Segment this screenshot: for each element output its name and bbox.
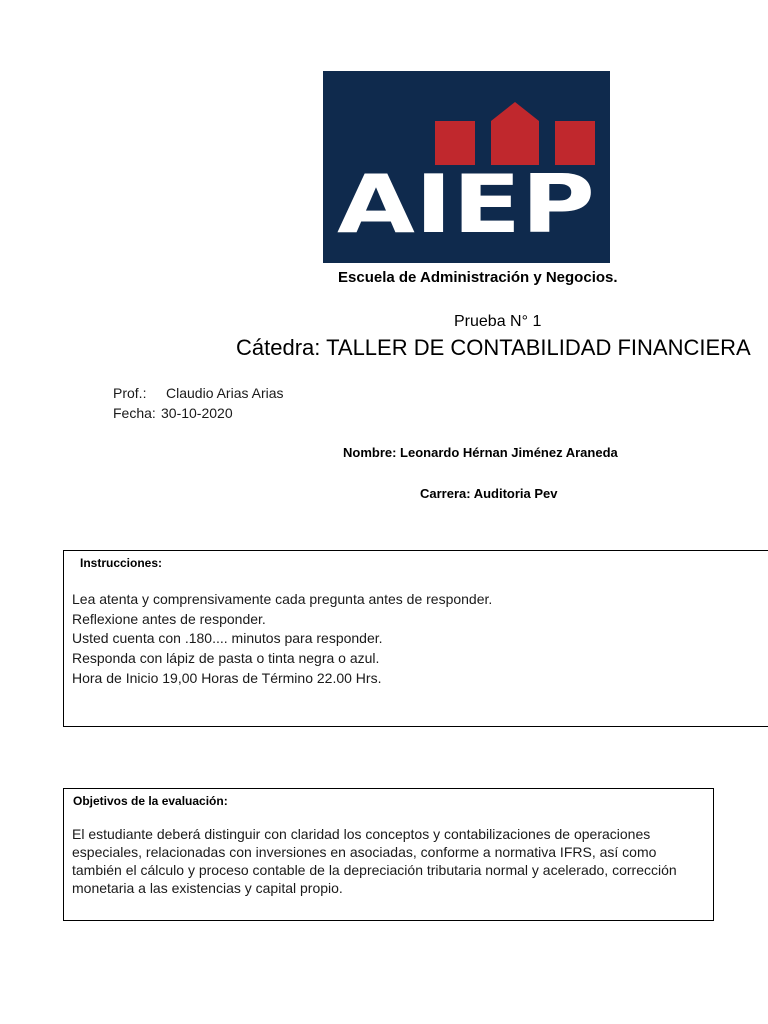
objectives-title: Objetivos de la evaluación: [73, 794, 228, 808]
student-career: Carrera: Auditoria Pev [420, 486, 558, 501]
student-name: Nombre: Leonardo Hérnan Jiménez Araneda [343, 445, 618, 460]
aiep-logo-graphic [323, 71, 610, 263]
instructions-title: Instrucciones: [80, 556, 163, 570]
objectives-text: El estudiante deberá distinguir con claridad los conceptos y contabilizaciones de operaciones especiales, relacionadas con inversiones en asociadas, conforme a normativa IFRS, así como también el cálculo y proceso contable de la depreciación tributaria normal y acelerado, corrección monetaria a las existencias y capital propio. [72, 826, 677, 896]
aiep-logo [323, 71, 610, 263]
professor-line [113, 385, 284, 401]
instruction-item: Responda con lápiz de pasta o tinta negra o azul. [72, 650, 380, 667]
professor-label: Prof.: [113, 385, 147, 401]
instructions-list [72, 590, 492, 689]
school-name: Escuela de Administración y Negocios. [338, 269, 618, 286]
test-number: Prueba N° 1 [454, 313, 542, 330]
instruction-item: Usted cuenta con .180.... minutos para responder. [72, 630, 383, 647]
objectives-box [63, 788, 714, 921]
date-line [113, 405, 233, 421]
date-value: 30-10-2020 [161, 405, 233, 421]
professor-name: Claudio Arias Arias [166, 385, 284, 401]
instruction-item: Reflexione antes de responder. [72, 610, 266, 627]
instruction-item: Hora de Inicio 19,00 Horas de Término 22.00 Hrs. [72, 669, 382, 686]
course-title: Cátedra: TALLER DE CONTABILIDAD FINANCIERA [236, 335, 751, 360]
svg-text:AIEP: AIEP [337, 158, 595, 251]
date-label: Fecha: [113, 405, 156, 421]
instruction-item: Lea atenta y comprensivamente cada pregunta antes de responder. [72, 591, 493, 607]
instructions-box [63, 550, 768, 727]
